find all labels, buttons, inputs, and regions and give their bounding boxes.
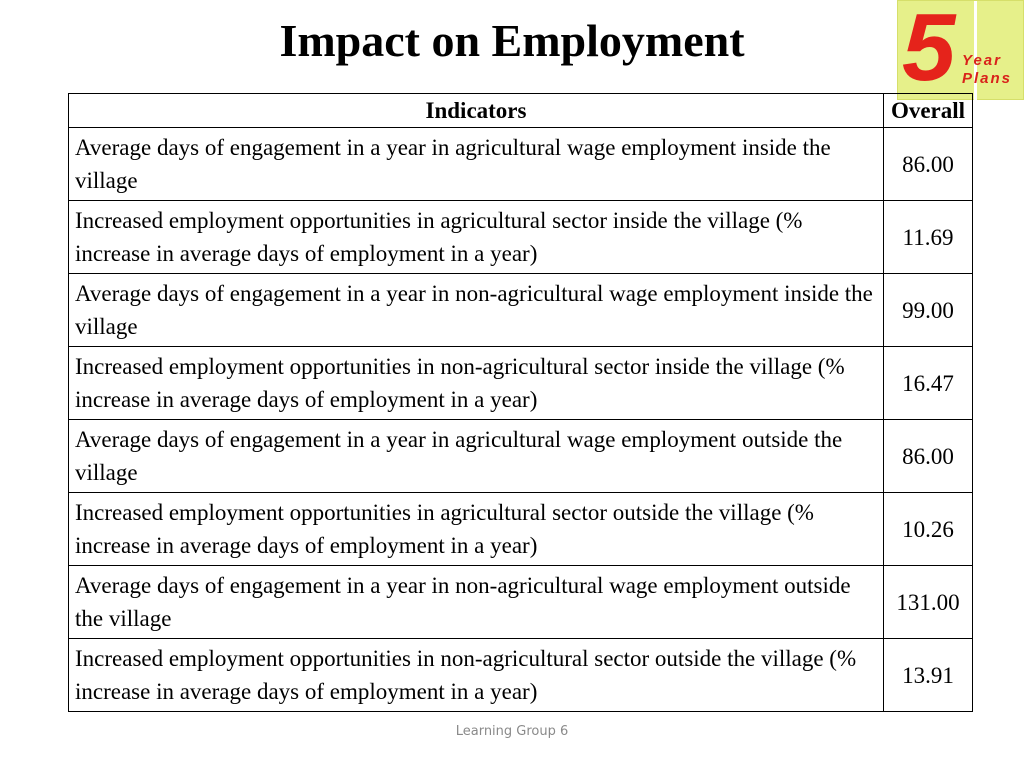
table-row xyxy=(69,420,973,493)
overall-cell: 86.00 xyxy=(884,128,973,201)
table-row xyxy=(69,493,973,566)
table-row xyxy=(69,274,973,347)
table-row xyxy=(69,347,973,420)
logo-number: 5 xyxy=(902,0,956,101)
overall-cell: 131.00 xyxy=(884,566,973,639)
indicator-cell: Increased employment opportunities in agricultural sector outside the village (% increase in average days of employment in a year) xyxy=(69,493,884,566)
indicator-cell: Average days of engagement in a year in agricultural wage employment inside the village xyxy=(69,128,884,201)
slide-footer: Learning Group 6 xyxy=(455,724,569,739)
overall-cell: 11.69 xyxy=(884,201,973,274)
indicator-cell: Increased employment opportunities in non-agricultural sector inside the village (% increase in average days of employment in a year) xyxy=(69,347,884,420)
logo-word-year: Year xyxy=(962,52,1002,69)
table-header-row xyxy=(69,94,973,128)
table-row xyxy=(69,128,973,201)
overall-cell: 99.00 xyxy=(884,274,973,347)
indicator-cell: Average days of engagement in a year in non-agricultural wage employment outside the village xyxy=(69,566,884,639)
logo-word-plans: Plans xyxy=(962,70,1013,87)
table-row xyxy=(69,201,973,274)
indicator-cell: Average days of engagement in a year in agricultural wage employment outside the village xyxy=(69,420,884,493)
indicator-cell: Average days of engagement in a year in non-agricultural wage employment inside the village xyxy=(69,274,884,347)
indicator-cell: Increased employment opportunities in non-agricultural sector outside the village (% increase in average days of employment in a year) xyxy=(69,639,884,712)
overall-cell: 16.47 xyxy=(884,347,973,420)
table-row xyxy=(69,639,973,712)
table-row xyxy=(69,566,973,639)
slide-title: Impact on Employment xyxy=(279,15,745,66)
employment-table xyxy=(68,93,973,712)
header-overall: Overall xyxy=(884,94,973,128)
indicator-cell: Increased employment opportunities in agricultural sector inside the village (% increase in average days of employment in a year) xyxy=(69,201,884,274)
five-year-plans-logo xyxy=(897,0,1024,100)
header-indicators: Indicators xyxy=(69,94,884,128)
overall-cell: 10.26 xyxy=(884,493,973,566)
overall-cell: 86.00 xyxy=(884,420,973,493)
overall-cell: 13.91 xyxy=(884,639,973,712)
